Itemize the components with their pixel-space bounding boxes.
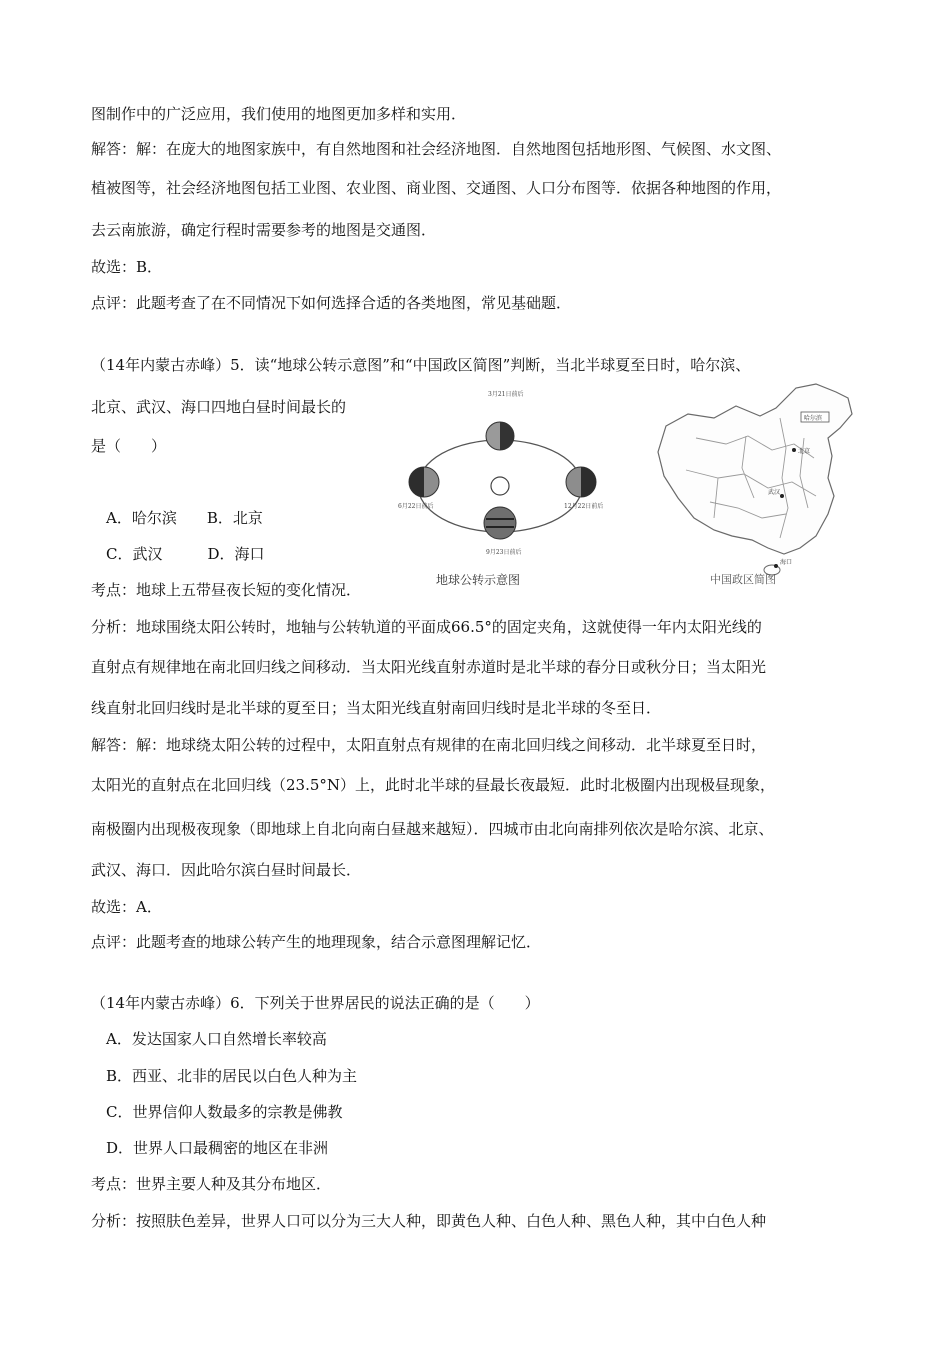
earth-top [486, 422, 514, 450]
text-line: 线直射北回归线时是北半球的夏至日；当太阳光线直射南回归线时是北半球的冬至日． [91, 699, 662, 717]
question-5-stem: 是（ ） [91, 437, 167, 455]
city-dot [792, 448, 796, 452]
question-6-option: D．世界人口最稠密的地区在非洲 [106, 1139, 329, 1157]
figure-svg [396, 378, 871, 590]
text-line: 分析：按照肤色差异，世界人口可以分为三大人种，即黄色人种、白色人种、黑色人种，其中白色人种 [91, 1212, 767, 1230]
text-line: 解答：解：地球绕太阳公转的过程中，太阳直射点有规律的在南北回归线之间移动．北半球夏至日时， [91, 736, 767, 754]
city-label: 武汉 [768, 489, 781, 496]
question-5-stem: （14年内蒙古赤峰）5．读“地球公转示意图”和“中国政区简图”判断，当北半球夏至日时，哈尔滨、 [91, 356, 751, 374]
text-line: 考点：世界主要人种及其分布地区． [91, 1175, 332, 1193]
city-dot [774, 564, 778, 568]
text-line: 植被图等，社会经济地图包括工业图、农业图、商业图、交通图、人口分布图等．依据各种地图的作用， [91, 179, 782, 197]
date-label: 6月22日前后 [398, 503, 434, 510]
text-line: 考点：地球上五带昼夜长短的变化情况． [91, 581, 362, 599]
question-6-option: C．世界信仰人数最多的宗教是佛教 [106, 1103, 343, 1121]
map-caption: 中国政区简图 [710, 573, 776, 586]
earth-bottom [484, 507, 516, 539]
text-line: 武汉、海口．因此哈尔滨白昼时间最长． [91, 861, 362, 879]
earth-right [566, 467, 596, 497]
text-line: 故选：A． [91, 898, 162, 916]
text-line: 图制作中的广泛应用，我们使用的地图更加多样和实用． [91, 105, 467, 123]
question-6-stem: （14年内蒙古赤峰）6．下列关于世界居民的说法正确的是（ ） [91, 994, 540, 1012]
text-line: 直射点有规律地在南北回归线之间移动．当太阳光线直射赤道时是北半球的春分日或秋分日；当太阳光 [91, 658, 767, 676]
text-line: 点评：此题考查的地球公转产生的地理现象，结合示意图理解记忆． [91, 933, 542, 951]
city-label: 海口 [780, 559, 793, 566]
question-5-options: C．武汉 D．海口 [106, 545, 265, 563]
question-5-options: A．哈尔滨 B．北京 [106, 509, 263, 527]
question-6-option: B．西亚、北非的居民以白色人种为主 [106, 1067, 358, 1085]
orbit-caption: 地球公转示意图 [436, 573, 521, 587]
text-line: 分析：地球围绕太阳公转时，地轴与公转轨道的平面成66.5°的固定夹角，这就使得一年内太阳光线的 [91, 618, 762, 636]
country-outline [658, 384, 852, 554]
date-label: 9月23日前后 [486, 549, 522, 556]
text-line: 解答：解：在庞大的地图家族中，有自然地图和社会经济地图．自然地图包括地形图、气候图、水文图、 [91, 140, 782, 158]
china-map [658, 384, 852, 586]
city-label: 哈尔滨 [804, 415, 823, 422]
earth-left [409, 467, 439, 497]
text-line: 去云南旅游，确定行程时需要参考的地图是交通图． [91, 221, 437, 239]
question-6-option: A．发达国家人口自然增长率较高 [106, 1030, 327, 1048]
question-5-stem: 北京、武汉、海口四地白昼时间最长的 [91, 398, 347, 416]
sun-icon [491, 477, 509, 495]
city-dot [780, 494, 784, 498]
text-line: 故选：B． [91, 258, 163, 276]
question-5-figure [396, 378, 871, 590]
text-line: 太阳光的直射点在北回归线（23.5°N）上，此时北半球的昼最长夜最短．此时北极圈内出现极昼现象， [91, 776, 776, 794]
date-label: 3月21日前后 [488, 391, 524, 398]
date-label: 12月22日前后 [564, 503, 604, 510]
text-line: 南极圈内出现极夜现象（即地球上自北向南白昼越来越短）．四城市由北向南排列依次是哈尔滨、北京、 [91, 820, 774, 838]
earth-orbit-diagram [398, 390, 603, 587]
city-label: 北京 [798, 448, 811, 455]
text-line: 点评：此题考查了在不同情况下如何选择合适的各类地图，常见基础题． [91, 294, 572, 312]
